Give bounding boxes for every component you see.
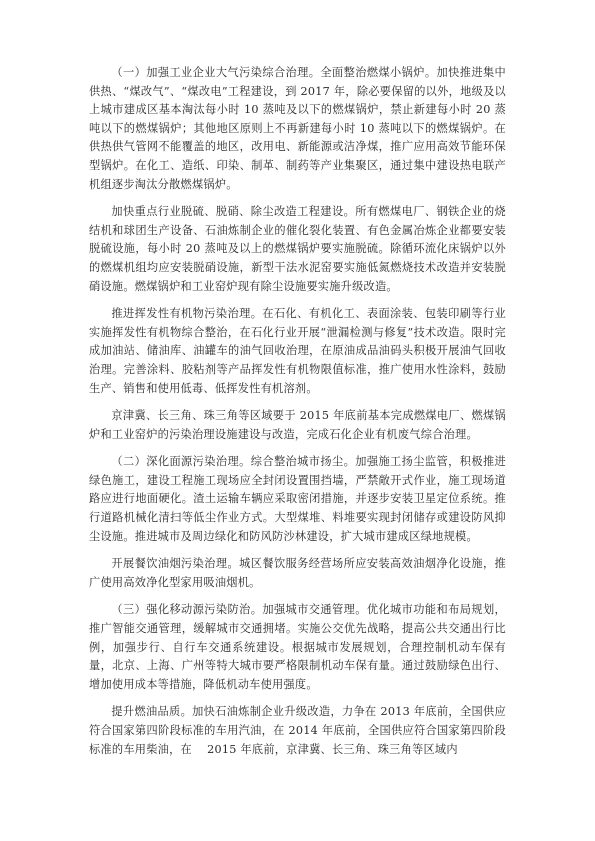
paragraph-desulfurization: 加快重点行业脱硫、脱硝、除尘改造工程建设。所有燃煤电厂、钢铁企业的烧结机和球团生产设备、石油炼制企业的催化裂化装置、有色金属冶炼企业都要安装脱硫设施，每小时 20 蒸吨及以上的燃煤锅炉要实施脱硫。除循环流化床锅炉以外的燃煤机组均应安装脱硝设施，新型干法水泥窑要实施低氮燃烧技术改造并安装脱硝设施。燃煤锅炉和工业窑炉现有除尘设施要实施升级改造。 [89, 205, 506, 293]
paragraph-industrial-pollution: （一）加强工业企业大气污染综合治理。全面整治燃煤小锅炉。加快推进集中供热、“煤改气”、“煤改电”工程建设，到 2017 年，除必要保留的以外，地级及以上城市建成区基本淘汰每小时 10 蒸吨及以下的燃煤锅炉，禁止新建每小时 20 蒸吨以下的燃煤锅炉；其他地区原则上不再新建每小时 10 蒸吨以下的燃煤锅炉。在供热供气管网不能覆盖的地区，改用电、新能源或洁净煤，推广应用高效节能环保型锅炉。在化工、造纸、印染、制革、制药等产业集聚区，通过集中建设热电联产机组逐步淘汰分散燃煤锅炉。 [89, 66, 506, 191]
paragraph-regional-deadline: 京津冀、长三角、珠三角等区域要于 2015 年底前基本完成燃煤电厂、燃煤锅炉和工业窑炉的污染治理设施建设与改造，完成石化企业有机废气综合治理。 [89, 409, 506, 441]
paragraph-cooking-fumes: 开展餐饮油烟污染治理。城区餐饮服务经营场所应安装高效油烟净化设施，推广使用高效净化型家用吸油烟机。 [89, 557, 506, 589]
paragraph-voc-treatment: 推进挥发性有机物污染治理。在石化、有机化工、表面涂装、包装印刷等行业实施挥发性有机物综合整治，在石化行业开展“泄漏检测与修复”技术改造。限时完成加油站、储油库、油罐车的油气回收治理，在原油成品油码头积极开展油气回收治理。完善涂料、胶粘剂等产品挥发性有机物限值标准，推广使用水性涂料，鼓励生产、销售和使用低毒、低挥发性有机溶剂。 [89, 307, 506, 395]
paragraph-fuel-quality: 提升燃油品质。加快石油炼制企业升级改造，力争在 2013 年底前，全国供应符合国家第四阶段标准的车用汽油，在 2014 年底前，全国供应符合国家第四阶段标准的车用柴油，在 2015 年底前，京津冀、长三角、珠三角等区域内 [89, 705, 506, 756]
paragraph-mobile-source: （三）强化移动源污染防治。加强城市交通管理。优化城市功能和布局规划，推广智能交通管理，缓解城市交通拥堵。实施公交优先战略，提高公共交通出行比例，加强步行、自行车交通系统建设。根据城市发展规划，合理控制机动车保有量，北京、上海、广州等特大城市要严格限制机动车保有量。通过鼓励绿色出行、增加使用成本等措施，降低机动车使用强度。 [89, 603, 506, 691]
paragraph-nonpoint-source: （二）深化面源污染治理。综合整治城市扬尘。加强施工扬尘监管，积极推进绿色施工，建设工程施工现场应全封闭设置围挡墙，严禁敞开式作业，施工现场道路应进行地面硬化。渣土运输车辆应采取密闭措施，并逐步安装卫星定位系统。推行道路机械化清扫等低尘作业方式。大型煤堆、料堆要实现封闭储存或建设防风抑尘设施。推进城市及周边绿化和防风防沙林建设，扩大城市建成区绿地规模。 [89, 455, 506, 543]
